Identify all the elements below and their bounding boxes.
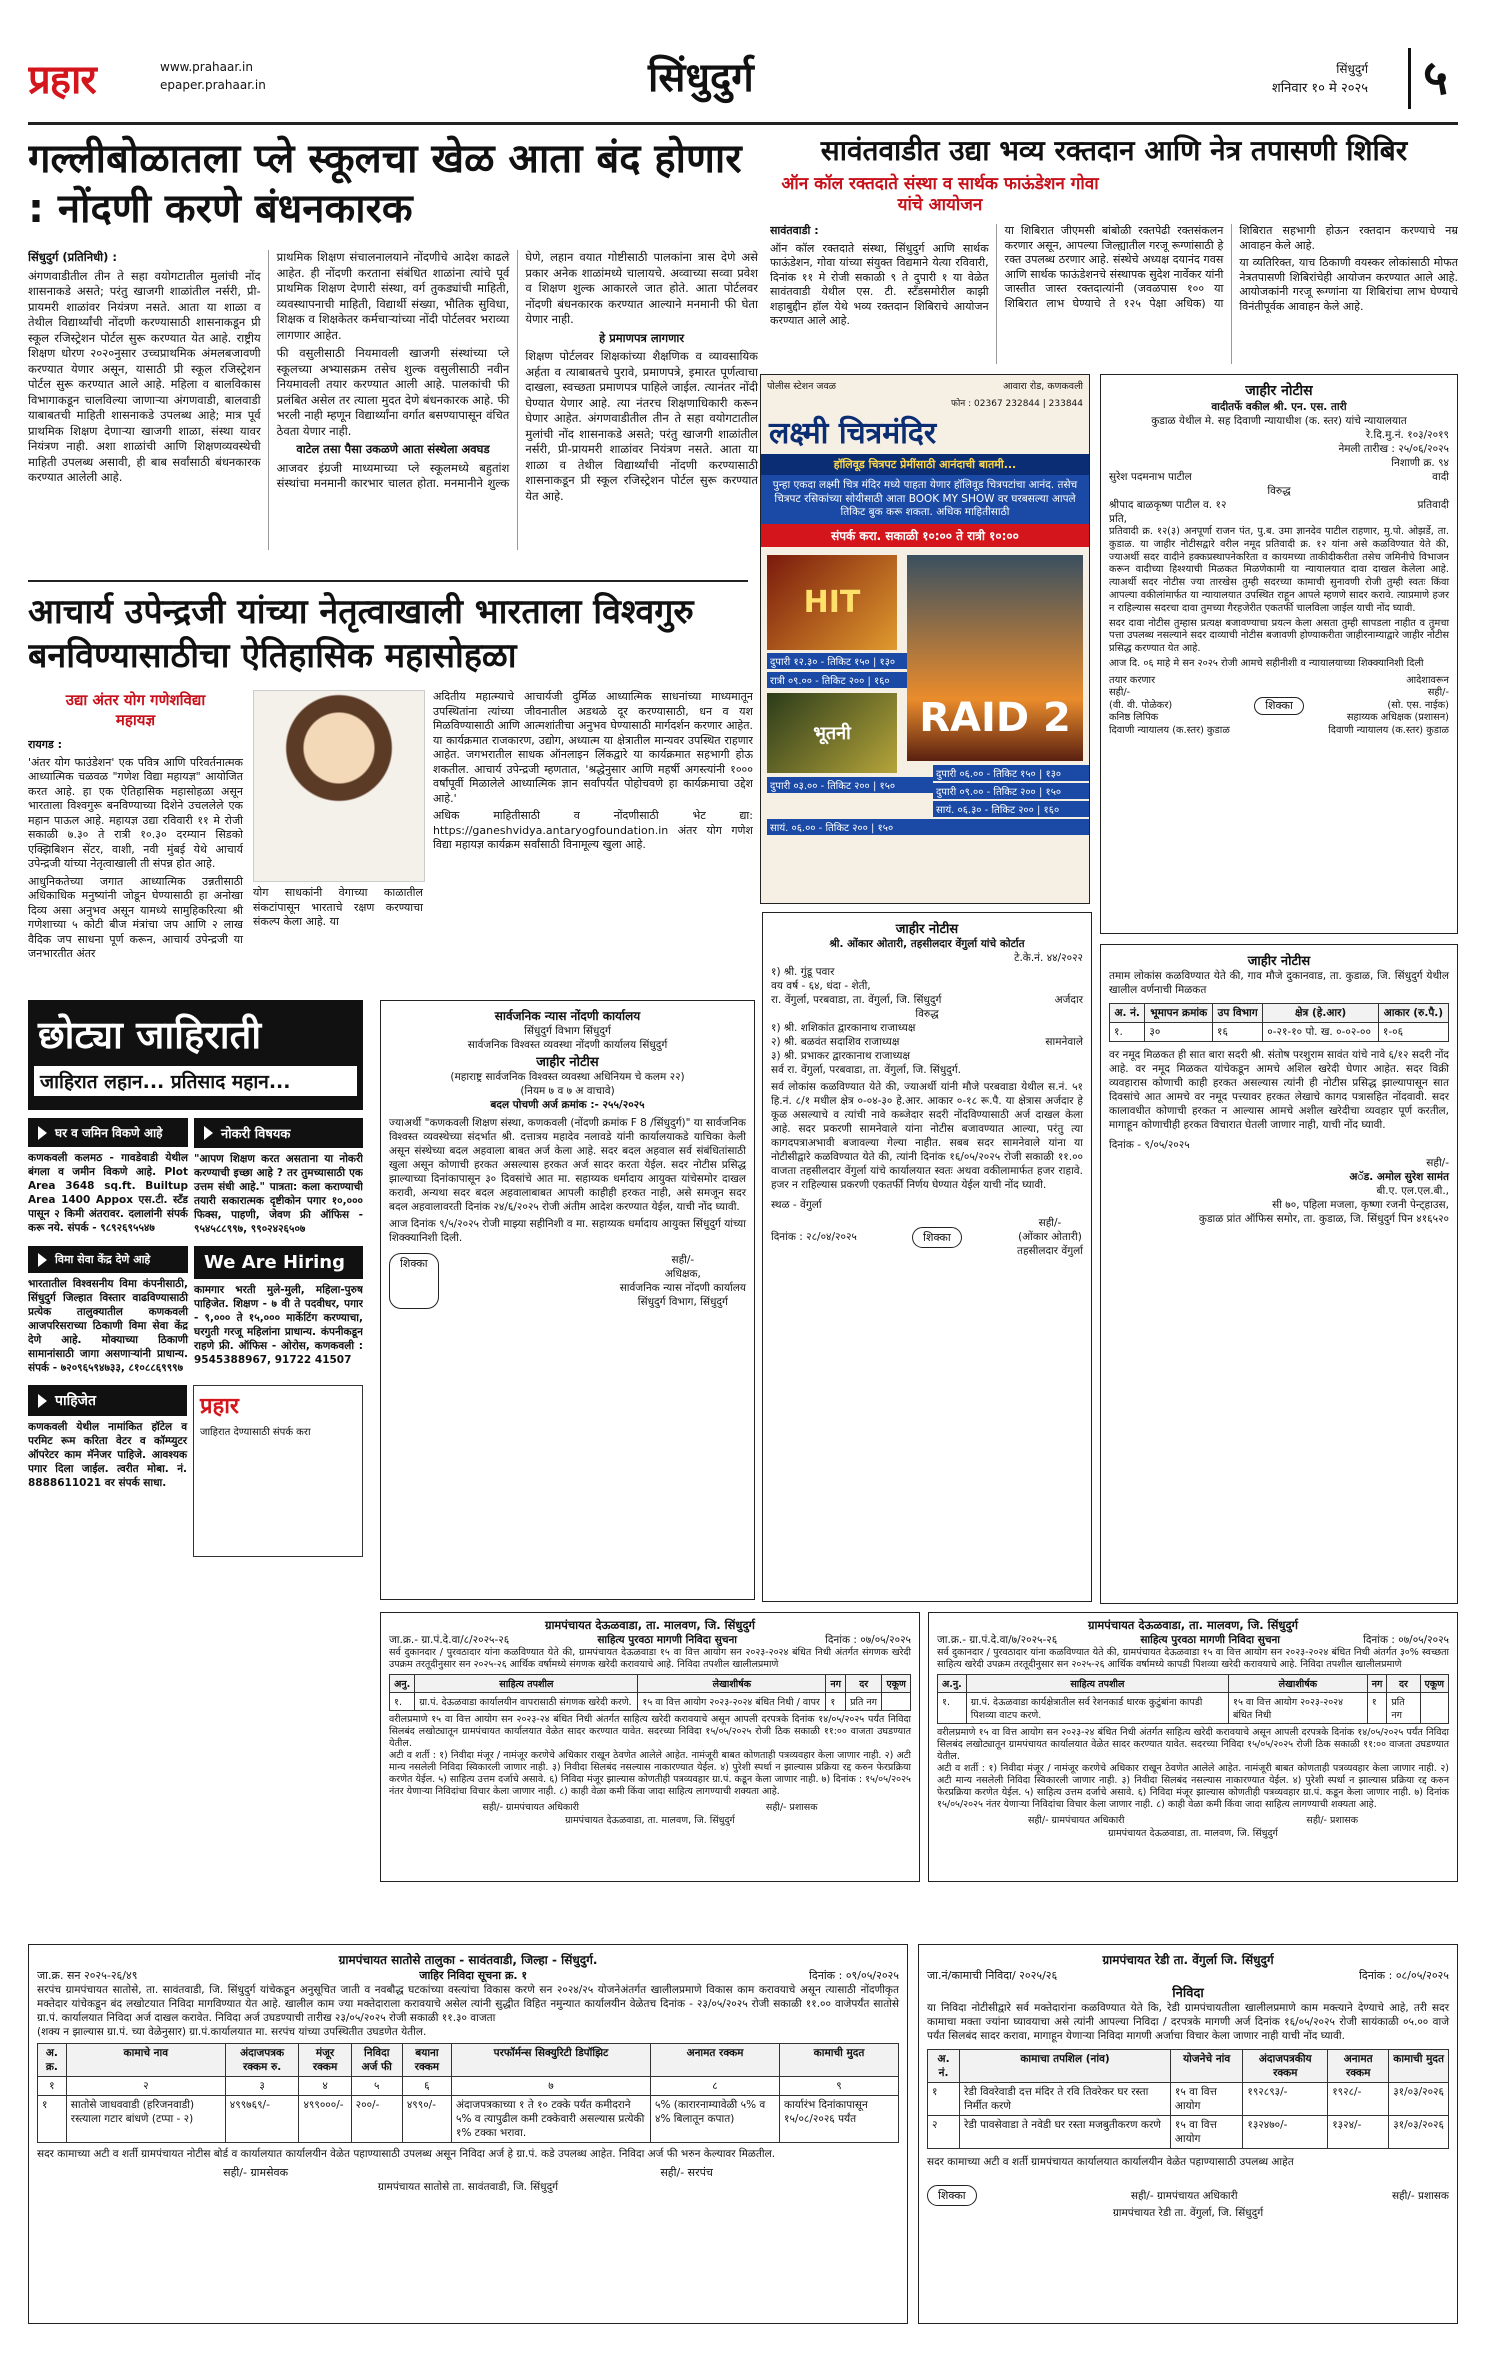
notice-line: सार्वजनिक न्यास नोंदणी कार्यालय [494,1009,641,1023]
place: स्थळ - वेंगुर्ला [771,1199,822,1211]
story-yoga-subhead-2: महायज्ञ [115,711,156,729]
versus: विरुद्ध [1267,485,1291,497]
movie-poster-raid2[interactable]: RAID 2 [907,555,1083,761]
paragraph: अंगणवाडीतील तीन ते सहा वयोगटातील मुलांची नोंद शासनाकडे असते; परंतु खाजगी शाळांतील नर्सरी, प्री-प्रायमरी शाळांवर नियंत्रण नसते. आता या शाळा व तेथील विद्यार्थ्यांची नोंदणी करण्यासाठी शासनाकडून प्री स्कूल रजिस्ट्रेशन पोर्टल सुरू करण्यात येत आहे. राष्ट्रीय शिक्षण धोरण २०२०नुसार उच्चप्राथमिक अंमलबजावणी करण्यात येणार असून, यासाठी प्री स्कूल रजिस्ट्रेशन पोर्टल सुरू करण्यात आले आहे. महिला व बालविकास विभागाकडून चालविल्या जाणाऱ्या अंगणवाडी, बालवाडी याबाबतची माहिती शासनाकडे उपलब्ध आहे; मात्र पूर्व प्राथमिक शिक्षण देणाऱ्या खाजगी शाळा, संस्था यावर नियंत्रण नाही. अशा शाळांची आणि शिक्षणव्यवस्थेची माहिती उपलब्ध असावी, ही बाब सर्वांसाठी बंधनकारक करण्यात आलेली आहे. [28,268,261,484]
showtime: सायं. ०६.३० - तिकिट २०० | १६० [933,801,1089,817]
masthead [28,48,1458,118]
showtime: दुपारी १२.३० - तिकिट १५० | १३० [767,653,933,669]
story-playschool-headline[interactable]: गल्लीबोळातला प्ले स्कूलचा खेळ आता बंद होणार : नोंदणी करणे बंधनकारक [28,136,742,232]
classified-ad[interactable]: कणकवली येथील नामांकित हॉटेल व परमिट रूम करिता वेटर व कॉम्प्युटर ऑपरेटर काम मॅनेजर पाहिजे. आवश्यक पगार दिला जाईल. त्वरीत मोबा. नं. 8888611021 वर संपर्क साधा. [28,1421,188,1489]
classified-ad[interactable]: कणकवली कलमठ - गावडेवाडी येथील बंगला व जमीन विकणे आहे. Plot Area 3648 sq.ft. Builtup Area 1400 Appox एस.टी. स्टँड पासून २ किमी अंतरावर. दलालांनी संपर्क करू नये. संपर्क - ९८९२६९५५४७ [28,1152,188,1234]
seal-stamp: शिक्का [927,2185,977,2206]
showtime: सायं. ०६.०० - तिकिट २०० | १५० [767,819,1089,835]
paragraph: अदितीय महात्म्याचे आचार्यजी दुर्मिळ आध्यात्मिक साधनांच्या माध्यमातून उपस्थितांना त्यांच्या जीवनातील अडथळे दूर करण्यासाठी, धन व यश मिळविण्यासाठी आणि आत्मशांतीचा अनुभव घेण्यासाठी मार्गदर्शन करणार आहेत. या कार्यक्रमात राजकारण, उद्योग, अध्यात्म या क्षेत्रातील मान्यवर उपस्थित राहणार आहेत. जगभरातील साधक ऑनलाइन लिंकद्वारे या कार्यक्रमात सहभागी होऊ शकतील. आचार्य उपेन्द्रजी म्हणतात, 'श्रद्धेनुसार आणि महर्षी अगस्त्यांनी १००० वर्षांपूर्वी मिळालेले आध्यात्मिक ज्ञान सर्वांपर्यंत पोहोचवणे हा कार्यक्रमाचा उद्देश आहे.' [433,690,753,805]
sign: अधिक्षक, [664,1268,701,1280]
table-header: अ. नं. [1110,1004,1145,1023]
classified-ad[interactable]: "आपण शिक्षण करत असताना या नोकरी करण्याची इच्छा आहे ? तर तुमच्यासाठी एक उत्तम संधी आहे." पात्रता: कला कराण्याची तयारी सकारात्मक दृष्टीकोन पगार १०,००० फिक्स, पाहणी, जेवण फ्री ऑफिस - ९५४५८८९९७, ९९०२४२६५०७ [194,1153,363,1235]
notice-satose [28,1944,908,2324]
party: रा. वेंगुर्ला, परबवाडा, ता. वेंगुर्ला, जि. सिंधुदुर्ग [771,994,942,1006]
movie-poster-bhootni[interactable]: भूतनी [767,693,897,773]
sign: सही/- [1038,1217,1062,1229]
story-blood-camp-dateline: सावंतवाडी : [770,224,819,237]
notice-title: जाहीर नोटीस [895,922,959,937]
tender-table: अ. नं. कामाचा तपशिल (नांव) योजनेचे नांव अंदाजपत्रकीय रक्कम अनामत रक्कम कामाची मुदत १ रेडी विवरेवाडी दत्त मंदिर ते रवि तिवरेकर घर रस्ता निर्मीत करणे १५ वा वित्त आयोग १९२८९३/- १९२८/- ३१/०३/२०२६ २ रेडी पावसेवाडा ते नवेडी घर रस्ता मजबुतीकरण करणे १५ वा वित्त आयोग १३२४७०/- १३२४/- ३१/०३/२०२६ [927,2049,1449,2149]
notice-body: तमाम लोकांस कळविण्यात येते की, गाव मौजे दुकानवाड, ता. कुडाळ, जि. सिंधुदुर्ग येथील खालील वर्णनाची मिळकत [1109,970,1449,996]
story-yoga [28,590,753,970]
cinema-contact: संपर्क करा. सकाळी १०:०० ते रात्री १०:०० [761,524,1089,547]
sign: (ओंकार ओतारी) [1018,1231,1082,1243]
table-header: भूमापन क्रमांक [1145,1004,1213,1023]
sign: कनिष्ठ लिपिक [1109,712,1159,724]
notice-body: वरीलप्रमाणे १५ वा वित्त आयोग सन २०२३-२४ बंधित निधी अंतर्गत साहित्य खरेदी करावयाचे असून आपली दरपत्रके दिनांक १४/०५/२०२५ पर्यंत निविदा सिलबंद लखोट्यातून ग्रामपंचायत कार्यालयात वेळेत सादर करण्यात यावेत. सदरच्या निविदा १५/०५/२०२५ रोजी ठिक सकाळी ११:०० वाजता उघडण्यात येतील. [937,1727,1449,1762]
section-title: सिंधुदुर्ग [648,55,754,101]
notice-title: जाहीर नोटीस [536,1055,599,1070]
section-rule [28,580,748,582]
story-playschool [28,134,758,574]
notice-body: आज दि. ०६ माहे मे सन २०२५ रोजी आमचे सहीनीशी व न्यायालयाच्या शिक्क्यानिशी दिली [1109,657,1424,669]
date: दिनांक - ९/०५/२०२५ [1109,1139,1190,1151]
sign: दिवाणी न्यायालय (क.स्तर) कुडाळ [1328,724,1449,736]
notice-body: सदर दावा नोटीस तुम्हास प्रत्यक्ष बजावण्याचा प्रयत्न केला असता तुम्ही सापडला नाहीत व तुमचा पत्ता उपलब्ध नसल्याने सदर दाव्याची नोटीस बजावणी होण्याकरीता जाहीरनाम्याद्वारे जाहीर नोटीस प्रसिद्ध करण्यात येत आहे. [1109,617,1449,655]
cinema-tagline: हॉलिवूड चित्रपट प्रेमींसाठी आनंदाची बातमी... [761,454,1089,475]
versus: विरुद्ध [915,1008,939,1020]
paragraph: ऑन कॉल रक्तदाते संस्था, सिंधुदुर्ग आणि सार्थक फाऊंडेशन, गोवा यांच्या संयुक्त विद्यमाने येत्या रविवारी, दिनांक ११ मे रोजी सकाळी ९ ते दुपारी १ या वेळेत सावंतवाडी येथील एस. टी. स्टँडसमोरील काझी शहाबुद्दीन हॉल येथे भव्य रक्तदान शिबिराचे आयोजन करण्यात आले आहे. [770,241,989,327]
classifieds-title: छोट्या जाहिराती [38,1013,262,1057]
sign: (सो. एस. नाईक) [1387,699,1449,711]
arrow-icon [38,1126,47,1140]
table-row: १. ग्रा.पं. देऊळवाडा कार्यालयीन वापरासाठी संगणक खरेदी करणे. १५ वा वित्त आयोग २०२३-२०२४ बंधित निधी / वापर १ प्रति नग [390,1693,911,1711]
sign: सही/- प्रशासक [1391,2189,1449,2202]
sign: सही/- [671,1254,695,1266]
photo-caption: योग साधकांनी वेगाच्या काळातील संकटांपासून भारताचे रक्षण करण्याचा संकल्प केला आहे. या [253,886,423,928]
category-hiring[interactable]: We Are Hiring [194,1246,363,1279]
party-role: प्रतिवादी [1417,499,1449,511]
sign: सही/- ग्रामपंचायत अधिकारी [1130,2189,1238,2202]
party: सुरेश पदमनाभ पाटील [1109,471,1192,483]
party: १) श्री. शशिकांत द्वारकानाथ राजाध्यक्ष [771,1022,916,1034]
tender-table: अनु. साहित्य तपशील लेखाशीर्षक नग दर एकूण १. ग्रा.पं. देऊळवाडा कार्यालयीन वापरासाठी संगणक खरेदी करणे. १५ वा वित्त आयोग २०२३-२०२४ बंधित निधी / वापर १ प्रति नग [389,1674,911,1711]
showtime: दुपारी ०६.०० - तिकिट १५० | १३० [933,765,1089,781]
date: दिनांक : ०८/०५/२०२५ [1359,1969,1449,1982]
classifieds-subtitle: जाहिरात लहान... प्रतिसाद महान... [34,1066,357,1096]
showtime: रात्री ०९.०० - तिकिट २०० | १६० [767,672,933,688]
table-row: २ रेडी पावसेवाडा ते नवेडी घर रस्ता मजबुतीकरण करणे १५ वा वित्त आयोग १३२४७०/- १३२४/- ३१/०३/२०२६ [928,2116,1449,2149]
website-url[interactable]: www.prahaar.in [160,60,253,74]
notice-line: (महाराष्ट्र सार्वजनिक विश्वस्त व्यवस्था अधिनियम चे कलम २२) [450,1071,685,1083]
notice-deulwada-computer [380,1612,920,1882]
masthead-rule [28,122,1458,125]
notice-line: बदल पोचणी अर्ज क्रमांक :- २५५/२०२५ [490,1099,645,1111]
cinema-ad[interactable] [760,374,1090,904]
notice-line: प्रति, [1109,513,1128,525]
notice-title: निविदा [1172,1986,1204,2001]
acharya-photo [253,690,425,882]
arrow-icon [204,1126,213,1140]
classifieds-banner [28,1000,363,1110]
sign: दिवाणी न्यायालय (क.स्तर) कुडाळ [1109,724,1230,736]
sign: सहाय्यक अधिक्षक (प्रशासन) [1346,712,1449,724]
sign: बी.ए. एल.एल.बी., [1376,1185,1449,1197]
story-blood-camp-headline[interactable]: सावंतवाडीत उद्या भव्य रक्तदान आणि नेत्र तपासणी शिबिर [820,134,1408,167]
sign: ग्रामपंचायत देऊळवाडा, ता. मालवण, जि. सिंधुदुर्ग [1108,1828,1278,1839]
story-yoga-headline[interactable]: आचार्य उपेन्द्रजी यांच्या नेतृत्वाखाली भारताला विश्वगुरु बनविण्यासाठीचा ऐतिहासिक महासोहळा [28,592,694,676]
classified-ad[interactable]: भारतातील विश्वसनीय विमा कंपनीसाठी, सिंधुदुर्ग जिल्हात विस्तार वाढविण्यासाठी प्रत्येक तालुक्यातील कणकवली आजपरिसराच्या ठिकाणी विमा सेवा केंद्र देणे आहे. मोक्याच्या ठिकाणी सामानांसाठी जागा असणाऱ्यांनी प्राधान्य. संपर्क - ७२०९६५९४७३३, ८१०८८६९९९७ [28,1278,188,1374]
party-role: सामनेवाले [1045,1036,1083,1048]
sign: आदेशावरून [1406,674,1449,686]
sign: (वी. वी. पोळेकर) [1109,699,1173,711]
tender-table: अ.नु. साहित्य तपशील लेखाशीर्षक नग दर एकूण १. ग्रा.पं. देऊळवाडा कार्यक्षेत्रातील सर्व रेशनकार्ड धारक कुटुंबांना कापडी पिशव्या वाटप करणे. १५ वा वित्त आयोग २०२३-२०२४ बंधित निधी १ प्रति नग [937,1674,1449,1724]
subheading: हे प्रमाणपत्र लागणार [599,330,685,345]
sign: सिंधुदुर्ग विभाग, सिंधुदुर्ग [637,1296,728,1308]
paragraph: या शिबिरात जीएमसी बांबोळी रक्तपेढी रक्तसंकलन करणार असून, आपल्या जिल्ह्यातील गरजू रूग्णांसाठी हे रक्त उपलब्ध ठरणार आहे. संस्थेचे अध्यक्ष दयानंद गवस आणि सार्थक फाऊंडेशनचे संस्थापक सुदेश नार्वेकर यांनी जास्तीत जास्त रक्तदात्यांनी (जवळपास १०० या शिबिरात लाभ घेण्याचे ते १२५ पेक्षा अधिक) या शिबिरात सहभागी होऊन रक्तदान करण्याचे नम्र आवाहन केले आहे. [1004,224,1458,310]
mini-ad-logo: प्रहार [200,1394,239,1419]
notice-body: सरपंच ग्रामपंचायत सातोसे, ता. सावंतवाडी, जि. सिंधुदुर्ग यांचेकडून अनुसूचित जाती व नवबौद्ध घटकांच्या वस्त्यांचा विकास करणे सन २०२४/२५ योजनेअंतर्गत खालीलप्रमाणे विकास काम करावयाचे असून त्यासाठी नोंदणीकृत मक्तेदार यांचेकडून बंद लखोटयात निविदा मागविण्यात येत आहे. खालील काम ज्या मक्तेदाराला करावयाचे असेल त्यांनी सुद्धीत विहित नमुन्यात कार्यालयीन वेळेतच दिनांक - २३/०५/२०२५ रोजी सकाळी ११.०० वाजेपर्यंत सातोसे ग्रा.पं. कार्यालयात निविदा अर्ज दाखल करावेत. निविदा अर्ज उघडण्याची तारीख २३/०५/२०२५ रोजी सकाळी ११.३० वाजता [37,1984,899,2024]
notice-body: (शक्य न झाल्यास ग्रा.पं. च्या वेळेनुसार) ग्रा.पं.कार्यालयात मा. सरपंच यांच्या उपस्थितीत उघडणेत येतील. [37,2026,427,2038]
table-row: १ सातोसे जाधववाडी (हरिजनवाडी) रस्त्याला गटार बांधणे (टप्पा - २) ४९९७६९/- ४९९०००/- २००/- ४९९०/- अंदाजपत्रकाच्या १ ते १० टक्के पर्यंत कमीदराने ५% व त्यापुढील कमी टक्केवारी असल्यास प्रत्येकी १% टक्का भरावा. ५% (कारारनाम्यावेळी ५% व ४% बिलातून कपात) कार्यारंभ दिनांकापासून १५/०८/२०२६ पर्यंत [38,2096,899,2143]
classifieds [28,1000,363,1820]
edition-name: सिंधुदुर्ग [1336,62,1368,76]
paragraph: फी वसुलीसाठी नियमावली खाजगी संस्थांच्या प्ले स्कूलच्या अभ्यासक्रम तसेच शुल्क वसुलीसाठी नवीन नियमावली तयार करण्यात आली आहे. पालकांची फी प्रलंबित असेल तर त्याला मुदत देणे बंधनकारक आहे. फी भरली नाही म्हणून विद्यार्थ्यांना वर्गात बसण्यापासून वंचित ठेवता येणार नाही. [276,346,510,438]
notice-kudal-court [1100,374,1458,934]
notice-body: आज दिनांक ९/५/२०२५ रोजी माझ्या सहीनिशी व मा. सहाय्यक धर्मादाय आयुक्त सिंधुदुर्ग यांच्या शिक्क्यानिशी दिली. [389,1218,746,1244]
mini-ad[interactable] [193,1385,363,1557]
sign: सी ७०, पहिला मजला, कृष्णा रजनी पेन्ट्हाउस, [1272,1199,1449,1211]
seal-stamp: शिक्का [1254,697,1304,716]
notice-body: सदर कामाच्या अटी व शर्ती ग्रामपंचायत कार्यालयात कार्यालयीन वेळेत पहाण्यासाठी उपलब्ध आहेत [927,2156,1294,2168]
sign: सही/- सरपंच [660,2166,713,2179]
paragraph: आजवर इंग्रजी माध्यमाच्या प्ले स्कूलमध्ये बहुतांश संस्थांचा मनमानी कारभार चालत होता. मनमानीने शुल्क घेणे, लहान वयात गोष्टीसाठी पालकांना त्रास देणे असे प्रकार अनेक शाळांमध्ये चालायचे. अव्वाच्या सव्वा प्रवेश व शिक्षण शुल्क आकारले जात होते. आता पोर्टलवर नोंदणी बंधनकारक करण्यात आल्याने मनमानी फी घेता येणार नाही. [276,250,758,490]
sign: सही/- [1426,1157,1449,1169]
page-number: ५ [1408,48,1448,109]
notice-line: निशाणी क्र. ९४ [1391,457,1449,469]
notice-body: प्रतिवादी क्र. १२(३) अनपूर्णा राजन पंत, पु.ब. उमा ज्ञानदेव पाटील राहणार, मु.पो. ओझर्डे, ता. कुडाळ. या जाहीर नोटीसद्वारे वरील नमूद प्रतिवादी क्र. १२ यांना असे कळविण्यात येते की, ज्याअर्थी सदर वादीने हक्कप्रस्थापनेकरिता व कायमच्या ताकीदीकरीता तसेच जमिनीचे विभाजन करून वादीच्या हिश्श्याची मिळकत मिळणेकामी या न्यायालयात दावा दाखल केलेला आहे. त्याअर्थी सदर नोटीस ज्या तारखेस तुम्ही सदरच्या कामाची सुनावणी रोजी तुम्ही स्वतः किंवा आपल्या वकीलांमार्फत या न्यायालयात उपस्थित राहून आपले म्हणणे सादर करावे. त्याप्रमाणे हजर न राहिल्यास सदरचा दावा तुमच्या गैरहजेरीत एकतर्फी चालविला जाईल याची नोंद घ्यावी. [1109,526,1449,614]
notice-body: सर्व लोकांस कळविण्यात येते की, ज्याअर्थी यांनी मौजे परबवाडा येथील स.नं. ५१ हि.नं. ८/१ मधील क्षेत्र ०-०४-३० हे.आर. आकार ०-१८ रू.पै. या क्षेत्रास अर्जदार हे कूळ असल्याचे व त्यांची नावे कब्जेदार सदरी नोंदविण्यासाठी अर्ज दाखल केला आहे. सदर प्रकरणी सामनेवाले यांना नोटीस बजावण्यात आल्या, परंतु त्या कागदपत्राअभावी बजावल्या गेल्या नाहीत. सबब सदर सामनेवाले यांना या नोटीसीद्वारे कळविण्यात येते की, त्यांनी दिनांक १६/०५/२०२५ रोजी सकाळी ११.०० वाजता तहसीलदार वेंगुर्ला यांचे कार्यालयात स्वतः अथवा वकीलामार्फत हजर राहावे. हजर न राहिल्यास प्रकरणी एकतर्फी निर्णय घेण्यात येईल याची नोंद घ्यावी. [771,1081,1083,1191]
story-playschool-dateline: सिंधुदुर्ग (प्रतिनिधी) : [28,250,118,264]
party-role: अर्जदार [1054,994,1083,1006]
notice-line: ग्रामपंचायत देऊळवाडा, ता. मालवण, जि. सिंधुदुर्ग [544,1618,756,1632]
sign: सही/- [1109,687,1131,699]
sign: सही/- प्रशासक [1306,1815,1359,1826]
notice-terms: अटी व शर्ती : १) निवीदा मंजूर / नामंजूर करणेचे अधिकार राखून ठेवणेत आलेले आहेत. नामंजूरी बाबत कोणताही पत्रव्यवहार केला जाणार नाही. २) अटी मान्य नसलेली निविदा स्विकारली जाणार नाही. ३) निवीदा सिलबंद नसल्यास नाकारण्यात येईल. ४) पुरेशी स्पर्धा न झाल्यास प्रक्रिया रद्द करुन फेरप्रक्रिया करणेत येईल. ५) साहित्य उत्तम दर्जाचे असावे. ६) निविदा मंजूर झाल्यास कोणतीही पत्रव्यवहार ग्रा.पं. कडून केला जाणार नाही. ७) दिनांक १५/०५/२०२५ नंतर येणाऱ्या निविदांचा विचार केला जाणार नाही. ८) काही वेळा कमी किंवा जादा साहित्य लागण्याची शक्यता आहे. [937,1763,1449,1810]
ref-no: जा.क्र. सन २०२५-२६/४९ [37,1969,138,1982]
showtime: दुपारी ०९.०० - तिकिट २०० | १५० [933,783,1089,799]
table-header: उप विभाग [1213,1004,1263,1023]
sign: सही/- ग्रामपंचायत अधिकारी [1027,1815,1125,1826]
table-row: १. ३० १६ ०-२१-१० पो. ख. ०-०२-०० १-०६ [1110,1023,1449,1042]
sign: सही/- ग्रामपंचायत अधिकारी [482,1802,580,1813]
cinema-text: पुन्हा एकदा लक्ष्मी चित्र मंदिर मध्ये पाहता येणार हॉलिवूड चित्रपटांचा आनंद. तसेच चित्रपट रसिकांच्या सोयीसाठी आता BOOK MY SHOW वर घरबसल्या आपले तिकिट बुक करू शकता. अधिक माहितीसाठी [761,475,1089,524]
party-role: वादी [1432,471,1449,483]
notice-deulwada-bags [928,1612,1458,1882]
notice-body: वर नमूद मिळकत ही सात बारा सदरी श्री. संतोष परशुराम सावंत यांचे नावे ६/१२ सदरी नोंद आहे. वर नमूद मिळकत यांचेकडून आमचे अशिल खरेदी घेणार आहेत. सदर विक्री व्यवहारास कोणाची काही हरकत असल्यास त्यांनी ही नोटीस प्रसिद्ध झाल्यापासून सात दिवसांचे आत आमचे वर नमूद पत्त्यावर हरकत लेखाचे कागद पत्रासहित नोंदवावी. सदर कालावधीत कोणाची हरकत न आल्यास आमचे अशील खरेदीचा व्यवहार पूर्ण करतील, मागाहून कोणाचीही हरकत विचारात घेतली जाणार नाही, याची नोंद घ्यावी. [1109,1049,1449,1131]
notice-trust [380,1000,755,1600]
notice-body: ज्याअर्थी "कणकवली शिक्षण संस्था, कणकवली (नोंदणी क्रमांक F 8 /सिंधुदुर्ग)" या सार्वजनिक विश्वस्त व्यवस्थेच्या संदर्भात श्री. दत्तात्रय महादेव नलावडे यांनी कार्यालयाकडे याचिका केली असून संस्थेच्या बदल अहवाला बाबत अर्ज केला आहे. सदर बदल अहवाल सर्व संबंधितांसाठी खुला असून कोणाची हरकत असल्यास हरकत अर्ज सादर करता येईल. सदर नोटीस प्रसिद्ध झाल्याच्या दिनांकापासून ३० दिवसांचे आत मा. सहाय्यक धर्मादाय आयुक्त यांचेसमोर दाखल करावी, अन्यथा सदर बदल अहवालाबाबत आपली काहीही हरकत नाही, असे समजून सदर बदल अहवालावरती दिनांक २४/६/२०२५ रोजी अंतीम आदेश करण्यात येईल, याची नोंद घ्यावी. [389,1117,746,1213]
notice-title: जाहीर नोटीस [1245,383,1313,399]
mini-ad-text: जाहिरात देण्यासाठी संपर्क करा [200,1427,311,1438]
party: १) श्री. गुंडू पवार [771,966,835,978]
category-wanted[interactable]: पाहिजेत [28,1385,187,1416]
cinema-address-2: आवारा रोड, कणकवली [1003,381,1083,392]
notice-body: सर्व दुकानदार / पुरवठादार यांना कळविण्यात येते की, ग्रामपंचायत देऊळवाडा १५ वा वित्त आयोग सन २०२३-२०२४ बंधित निधी अंतर्गत ३०% स्वच्छता साहित्य खरेदी उपक्रम तरतूदीनुसार सन २०२५-२६ आर्थिक वर्षामध्ये कापडी पिशव्या खरेदी करावयाचे आहे. निविदा तपशील खालीलप्रमाणे [937,1647,1449,1670]
tender-table: अ. क्र. कामाचे नाव अंदाजपत्रक रक्कम रु. मंजूर रक्कम निविदा अर्ज फी बयाना रक्कम परफॉर्मन्स सिक्युरिटी डिपॉझिट अनामत रक्कम कामाची मुदत १ २ ३ ४ ५ ६ ७ ८ ९ १ सातोसे जाधववाडी (हरिजनवाडी) रस्त्याला गटार बांधणे (टप्पा - २) ४९९७६९/- ४९९०००/- २००/- ४९९०/- अंदाजपत्रकाच्या १ ते १० टक्के पर्यंत कमीदराने ५% व त्यापुढील कमी टक्केवारी असल्यास प्रत्येकी १% टक्का भरावा. ५% (कारारनाम्यावेळी ५% व ४% बिलातून कपात) कार्यारंभ दिनांकापासून १५/०८/२०२६ पर्यंत [37,2043,899,2143]
notice-body: सदर कामाच्या अटी व शर्ती ग्रामपंचायत नोटीस बोर्ड व कार्यालयात कार्यालयीन वेळेत पहाण्यासाठी उपलब्ध असून निविदा अर्ज हे ग्रा.पं. कडे उपलब्ध आहेत. निविदा अर्ज फी भरुन केल्यावर मिळतील. [37,2148,776,2160]
ref-no: जा.नं/कामाची निविदा/ २०२५/२६ [927,1969,1058,1982]
paragraph: अधिक माहितीसाठी व नोंदणीसाठी भेट द्या: https://ganeshvidya.antaryogfoundation.in अंतर योग गणेश विद्या महायज्ञ कार्यक्रम सर्वांसाठी विनामूल्य खुला आहे. [433,809,753,851]
notice-body: या निविदा नोटीसीद्वारे सर्व मक्तेदारांना कळविण्यात येते कि, रेडी ग्रामपंचायतीला खालीलप्रमाणे काम मक्त्याने देण्याचे आहे, तरी सदर कामाचा मक्ता ज्यांना घ्यावयाचा असे त्यांनी आपल्या निविदा / दरपत्रके मागणी अर्ज दिनांक १६/०५/२०२५ रोजी सायंकाळी ०५.०० वाजे पर्यंत सिलबंद सादर करावा, मागाहून येणाऱ्या निविदा मागणी अर्जाचा विचार केला जाणार नाही याची नोंद घ्यावी. [927,2002,1449,2042]
table-row: १ २ ३ ४ ५ ६ ७ ८ ९ [38,2077,899,2096]
party: श्रीपाद बाळकृष्ण पाटील व. १२ [1109,499,1227,511]
sign: तहसीलदार वेंगुर्ला [1016,1245,1083,1257]
sign: ग्रामपंचायत सातोसे ता. सावंतवाडी, जि. सिंधुदुर्ग [377,2181,559,2193]
issue-date: शनिवार १० मे २०२५ [1271,81,1368,96]
notice-line: टे.के.नं. ४४/२०२२ [1014,952,1083,964]
story-blood-camp-subhead: ऑन कॉल रक्तदाते संस्था व सार्थक फाऊंडेशन गोवा यांचे आयोजन [781,174,1099,215]
notice-redi [918,1944,1458,2324]
notice-terms: अटी व शर्ती : १) निवीदा मंजूर / नामंजूर करणेचे अधिकार राखून ठेवणेत आलेले आहेत. नामंजूरी बाबत कोणताही पत्रव्यवहार केला जाणार नाही. २) अटी मान्य नसलेली निविदा स्विकारली जाणार नाही. ३) निवीदा सिलबंद नसल्यास नाकारण्यात येईल. ४) पुरेशी स्पर्धा न झाल्यास प्रक्रिया रद्द करुन फेरप्रक्रिया करणेत येईल. ५) साहित्य उत्तम दर्जाचे असावे. ६) निविदा मंजूर झाल्यास कोणतीही पत्रव्यवहार ग्रा.पं. कडून केला जाणार नाही. ७) दिनांक : १५/०५/२०२५ नंतर येणाऱ्या निविदांचा विचार केला जाणार नाही. ८) काही वेळा कमी किंवा जादा साहित्य लागण्याची शक्यता आहे. [389,1750,911,1797]
classified-ad[interactable]: कामगार भरती मुले-मुली, महिला-पुरुष पाहिजेत. शिक्षण - ७ वी ते पदवीधर, पगार - ९,००० ते १५,००० मार्केटिंग करण्याचा, घरगुती गरजू महिलांना प्राधान्य. कंपनीकडून राहणे फ्री. ऑफिस - ओरोस, कणकवली : 9545388967, 91722 41507 [194,1284,363,1366]
date: दिनांक : ०७/०५/२०२५ [825,1634,911,1646]
arrow-icon [38,1253,47,1267]
table-row: १. ग्रा.पं. देऊळवाडा कार्यक्षेत्रातील सर्व रेशनकार्ड धारक कुटुंबांना कापडी पिशव्या वाटप करणे. १५ वा वित्त आयोग २०२३-२०२४ बंधित निधी १ प्रति नग [938,1693,1449,1724]
sign: सार्वजनिक न्यास नोंदणी कार्यालय [619,1282,746,1294]
land-table [1109,1003,1449,1042]
sign: तयार करणार [1109,674,1156,686]
seal-stamp: शिक्का [912,1227,962,1248]
notice-line: रे.दि.मु.नं. १०३/२०१९ [1365,429,1449,441]
showtime: दुपारी ०३.०० - तिकिट २०० | १५० [767,777,933,793]
paragraph: या व्यतिरिक्त, याच ठिकाणी वयस्कर लोकांसाठी मोफत नेत्रतपासणी शिबिरांचेही आयोजन करण्यात आले आहे. आयोजकांनी गरजू रूग्णांना या शिबिरांचा लाभ घेण्याचे विनंतीपूर्वक आवाहन केले आहे. [1239,256,1458,313]
notice-title: जाहीर नोटीस [1247,954,1311,969]
paragraph: शिक्षण पोर्टलवर शिक्षकांच्या शैक्षणिक व व्यावसायिक अर्हता व त्याबाबतचे पुरावे, प्रमाणपत्रे, इमारत पूर्णत्वाचा दाखला, स्वच्छता प्रमाणपत्र पाहिले जाईल. त्यानंतर नोंदी घेण्यात येणार आहे. त्या नंतरच शिक्षणाधिकारी करून घेणार आहेत. अंगणवाडीतील तीन ते सहा वयोगटातील मुलांची नोंद शासनाकडे असते; परंतु खाजगी शाळांतील नर्सरी, प्री-प्रायमरी शाळांवर नियंत्रण नसते. आता या शाळा व तेथील विद्यार्थ्यांची नोंदणी करण्यासाठी शासनाकडून प्री स्कूल रजिस्ट्रेशन पोर्टल सुरू करण्यात येत आहे. [525,349,758,503]
cinema-title: लक्ष्मी चित्रमंदिर [769,416,937,451]
prahaar-logo[interactable]: प्रहार [28,57,96,103]
sign: सही/- [1427,687,1449,699]
notice-line: ग्रामपंचायत रेडी ता. वेंगुर्ला जि. सिंधुदुर्ग [1102,1953,1274,1967]
category-jobs[interactable]: नोकरी विषयक [194,1118,363,1148]
paragraph: प्राथमिक शिक्षण संचालनालयाने नोंदणीचे आदेश काढले आहेत. ही नोंदणी करताना संबंधित शाळांना त्यांचे पूर्व प्राथमिक शिक्षण देणारी संस्था, वर्ग तुकड्यांची माहिती, व्यवस्थापनाची माहिती, विद्यार्थी संख्या, भौतिक सुविधा, शिक्षक व शिक्षकेतर कर्मचाऱ्यांच्या नोंदी पोर्टलवर भराव्या लागणार आहेत. [276,250,510,342]
story-blood-camp [770,134,1458,364]
party: वय वर्ष - ६४, धंदा - शेती, [771,980,871,992]
notice-line: (नियम ७ व ७ अ वाचावे) [520,1085,615,1097]
notice-line: सिंधुदुर्ग विभाग सिंधुदुर्ग [524,1025,611,1037]
story-yoga-subhead: उद्या अंतर योग गणेशविद्या [65,691,206,709]
notice-vengurla [762,912,1092,1602]
notice-line: ग्रामपंचायत सातोसे तालुका - सावंतवाडी, जिल्हा - सिंधुदुर्ग. [338,1953,598,1967]
party: सर्व रा. वेंगुर्ला, परबवाडा, ता. वेंगुर्ला, जि. सिंधुदुर्ग. [771,1064,961,1076]
ref-no: जा.क्र.- ग्रा.पं.दे.वा/८/२०२५-२६ [389,1634,510,1646]
sign: ग्रामपंचायत रेडी ता. वेंगुर्ला, जि. सिंधुदुर्ग [1112,2207,1264,2219]
party: ३) श्री. प्रभाकर द्वारकानाथ राजाध्यक्ष [771,1050,911,1062]
notice-line: वादीतर्फे वकील श्री. एन. एस. तारी [1211,401,1347,413]
notice-title: साहित्य पुरवठा मागणी निविदा सुचना [1140,1634,1281,1646]
arrow-icon [38,1394,47,1408]
table-row: १ रेडी विवरेवाडी दत्त मंदिर ते रवि तिवरेकर घर रस्ता निर्मीत करणे १५ वा वित्त आयोग १९२८९३/- १९२८/- ३१/०३/२०२६ [928,2083,1449,2116]
movie-poster-hit[interactable]: HIT [767,555,897,650]
notice-body: वरीलप्रमाणे १५ वा वित्त आयोग सन २०२३-२४ बंधित निधी अंतर्गत साहित्य खरेदी करावयाचे असून आपली दरपत्रके दिनांक १४/०५/२०२५ पर्यंत निविदा सिलबंद लखोट्यातून ग्रामपंचायत कार्यालयात वेळेत सादर करण्यात यावेत. सदरच्या निविदा १५/०५/२०२५ रोजी ठिक सकाळी ११:०० वाजता उघडण्यात येतील. [389,1714,911,1749]
epaper-url[interactable]: epaper.prahaar.in [160,78,266,92]
sign: कुडाळ प्रांत ऑफिस समोर, ता. कुडाळ, जि. सिंधुदुर्ग पिन ४१६५२० [1198,1213,1449,1225]
sign: सही/- ग्रामसेवक [223,2166,289,2179]
date: दिनांक : २८/०४/२०२५ [771,1231,857,1243]
ref-no: जा.क्र.- ग्रा.पं.दे.वा/७/२०२५-२६ [937,1634,1058,1646]
notice-line: श्री. ओंकार ओतारी, तहसीलदार वेंगुर्ला यांचे कोर्टात [829,938,1025,950]
category-insurance[interactable]: विमा सेवा केंद्र देणे आहे [28,1246,188,1273]
notice-title: जाहिर निविदा सूचना क्र. १ [419,1969,528,1982]
sign: अॅड. अमोल सुरेश सामंत [1349,1171,1449,1183]
notice-title: साहित्य पुरवठा मागणी निविदा सुचना [597,1634,738,1646]
story-yoga-dateline: रायगड : [28,738,63,751]
sign: ग्रामपंचायत देऊळवाडा, ता. मालवण, जि. सिंधुदुर्ग [565,1815,735,1826]
paragraph: 'अंतर योग फाउंडेशन' एक पवित्र आणि परिवर्तनात्मक आध्यात्मिक चळवळ "गणेश विद्या महायज्ञ" आयोजित करत आहे. हा एक ऐतिहासिक महासोहळा असून भारताला विश्वगुरू बनविण्याच्या दिशेने उचललेले एक महान पाऊल आहे. महायज्ञ उद्या रविवारी ११ मे रोजी सकाळी ७.३० ते रात्री १०.३० दरम्यान सिडको एक्झिबिशन सेंटर, वाशी, नवी मुंबई येथे आचार्य उपेन्द्रजी यांच्या नेतृत्वाखाली ती संपन्न होत आहे. [28,755,243,870]
notice-line: ग्रामपंचायत देऊळवाडा, ता. मालवण, जि. सिंधुदुर्ग [1087,1618,1299,1632]
seal-stamp: शिक्का [389,1253,439,1309]
table-header: आकार (रु.पै.) [1378,1004,1448,1023]
subheading: वाटेल तसा पैसा उकळणे आता संस्थेला अवघड [296,442,490,456]
cinema-address-1: पोलीस स्टेशन जवळ [767,381,836,392]
sign: सही/- प्रशासक [765,1802,818,1813]
table-header: क्षेत्र (हे.आर) [1263,1004,1379,1023]
notice-line: कुडाळ येथील मे. सह दिवाणी न्यायाधीश (क. स्तर) यांचे न्यायालयात [1151,415,1407,427]
category-property[interactable]: घर व जमिन विकणे आहे [28,1118,188,1147]
date: दिनांक : ०७/०५/२०२५ [1363,1634,1449,1646]
cinema-phone: फोन : 02367 232844 | 233844 [951,399,1083,409]
notice-line: नेमली तारीख : २५/०६/२०२५ [1338,443,1449,455]
notice-line: सार्वजनिक विश्वस्त व्यवस्था नोंदणी कार्यालय सिंधुदुर्ग [467,1039,668,1051]
paragraph: आधुनिकतेच्या जगात आध्यात्मिक उन्नतीसाठी अधिकाधिक मनुष्यांनी जोडून घेण्यासाठी हा अनोखा दिव्य असा अनुभव असून यामध्ये सामुहिकरित्या श्री गणेशाच्या ५ कोटी बीज मंत्रांचा जप आणि २ लाख वैदिक जप साधना पूर्ण करून, आचार्य उपेन्द्रजी या जनभारतीत अंतर [28,874,243,960]
notice-body: सर्व दुकानदार / पुरवठादार यांना कळविण्यात येते की, ग्रामपंचायत देऊळवाडा १५ वा वित्त आयोग सन २०२३-२०२४ बंधित निधी अंतर्गत संगणक खरेदी उपक्रम तरतूदीनुसार सन २०२५-२६ आर्थिक वर्षामध्ये संगणक खरेदी करावयाचे आहे. निविदा तपशील खालीलप्रमाणे [389,1647,911,1670]
date: दिनांक : ०९/०५/२०२५ [809,1969,899,1982]
notice-land [1100,944,1458,1604]
party: २) श्री. बळवंत सदाशिव राजाध्यक्ष [771,1036,900,1048]
